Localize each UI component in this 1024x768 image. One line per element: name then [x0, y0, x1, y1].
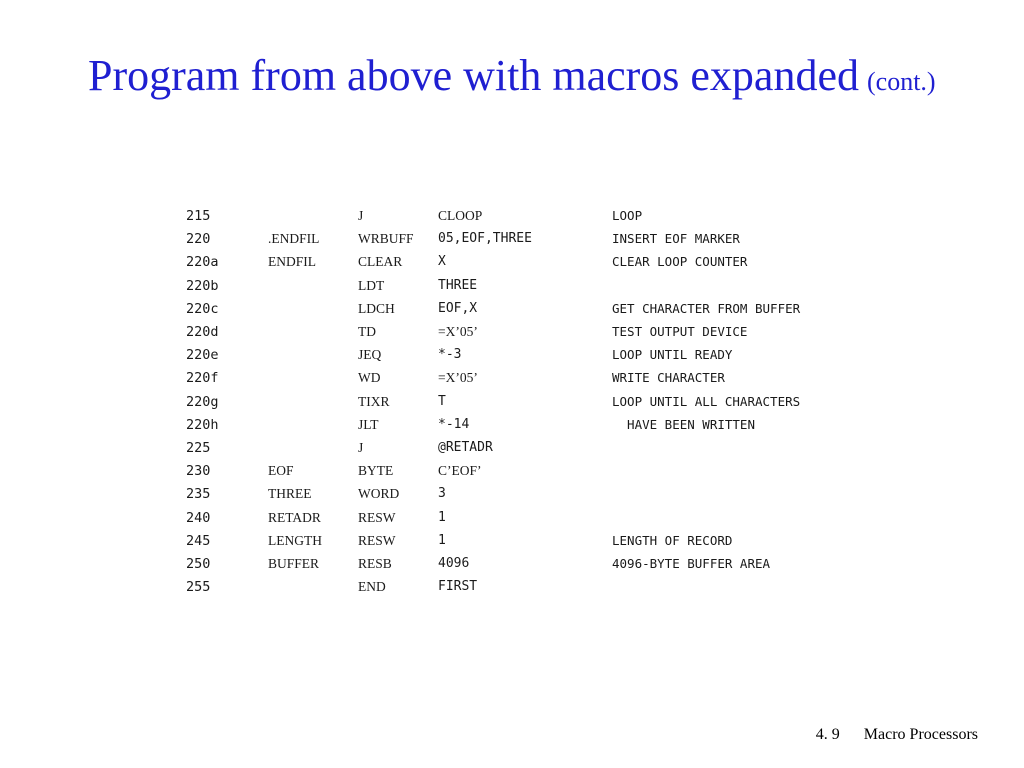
listing-row: [186, 533, 866, 555]
label: THREE: [268, 486, 312, 501]
slide-title-suffix: (cont.): [867, 67, 936, 96]
opcode: J: [358, 208, 364, 223]
line-number: 220d: [186, 324, 219, 340]
operand: THREE: [438, 278, 478, 293]
opcode: END: [358, 579, 386, 594]
listing-row: [186, 231, 866, 253]
line-number: 220g: [186, 394, 219, 410]
slide-title: [88, 50, 936, 101]
opcode: RESB: [358, 556, 392, 571]
label: EOF: [268, 463, 294, 478]
operand: @RETADR: [438, 440, 493, 455]
opcode: RESW: [358, 533, 396, 548]
operand: EOF,X: [438, 301, 478, 316]
listing-row: [186, 394, 866, 416]
label: BUFFER: [268, 556, 320, 571]
comment: WRITE CHARACTER: [612, 370, 725, 385]
listing-row: [186, 347, 866, 369]
listing-row: [186, 278, 866, 300]
line-number: 225: [186, 440, 211, 456]
line-number: 240: [186, 510, 211, 526]
listing-row: [186, 417, 866, 439]
comment: 4096-BYTE BUFFER AREA: [612, 556, 771, 571]
listing-row: [186, 208, 866, 230]
comment: LENGTH OF RECORD: [612, 533, 733, 548]
comment: TEST OUTPUT DEVICE: [612, 324, 748, 339]
line-number: 220e: [186, 347, 219, 363]
operand: T: [438, 394, 446, 409]
opcode: WORD: [358, 486, 400, 501]
line-number: 250: [186, 556, 211, 572]
opcode: WRBUFF: [358, 231, 414, 246]
opcode: TD: [358, 324, 376, 339]
operand: 4096: [438, 556, 470, 571]
listing-row: [186, 254, 866, 276]
label: RETADR: [268, 510, 321, 525]
listing-row: [186, 324, 866, 346]
operand: 1: [438, 510, 446, 525]
listing-row: [186, 556, 866, 578]
slide-footer: [816, 726, 978, 744]
operand: =X’05’: [438, 324, 478, 339]
operand: 3: [438, 486, 446, 501]
operand: *-3: [438, 347, 462, 362]
line-number: 255: [186, 579, 211, 595]
comment: GET CHARACTER FROM BUFFER: [612, 301, 801, 316]
operand: 1: [438, 533, 446, 548]
comment: INSERT EOF MARKER: [612, 231, 740, 246]
comment: LOOP: [612, 208, 643, 223]
line-number: 220a: [186, 254, 219, 270]
listing-row: [186, 579, 866, 601]
opcode: LDT: [358, 278, 385, 293]
line-number: 230: [186, 463, 211, 479]
comment: HAVE BEEN WRITTEN: [612, 417, 755, 432]
assembly-listing: [186, 208, 866, 608]
line-number: 220h: [186, 417, 219, 433]
opcode: CLEAR: [358, 254, 403, 269]
opcode: TIXR: [358, 394, 390, 409]
operand: X: [438, 254, 446, 269]
slide-title-text: Program from above with macros expanded: [88, 51, 859, 100]
label: .ENDFIL: [268, 231, 320, 246]
line-number: 220f: [186, 370, 219, 386]
listing-row: [186, 440, 866, 462]
line-number: 220: [186, 231, 211, 247]
opcode: JLT: [358, 417, 379, 432]
listing-row: [186, 463, 866, 485]
line-number: 220c: [186, 301, 219, 317]
listing-row: [186, 370, 866, 392]
label: ENDFIL: [268, 254, 316, 269]
line-number: 245: [186, 533, 211, 549]
label: LENGTH: [268, 533, 322, 548]
line-number: 215: [186, 208, 211, 224]
listing-row: [186, 486, 866, 508]
operand: *-14: [438, 417, 470, 432]
operand: CLOOP: [438, 208, 483, 223]
opcode: WD: [358, 370, 381, 385]
opcode: JEQ: [358, 347, 382, 362]
operand: 05,EOF,THREE: [438, 231, 532, 246]
line-number: 220b: [186, 278, 219, 294]
comment: LOOP UNTIL READY: [612, 347, 733, 362]
opcode: BYTE: [358, 463, 394, 478]
opcode: RESW: [358, 510, 396, 525]
listing-row: [186, 510, 866, 532]
opcode: J: [358, 440, 364, 455]
operand: FIRST: [438, 579, 478, 594]
comment: LOOP UNTIL ALL CHARACTERS: [612, 394, 801, 409]
operand: C’EOF’: [438, 463, 482, 478]
listing-row: [186, 301, 866, 323]
line-number: 235: [186, 486, 211, 502]
comment: CLEAR LOOP COUNTER: [612, 254, 748, 269]
footer-text: Macro Processors: [863, 726, 978, 743]
operand: =X’05’: [438, 370, 478, 385]
opcode: LDCH: [358, 301, 395, 316]
page-number: 4. 9: [815, 726, 840, 743]
